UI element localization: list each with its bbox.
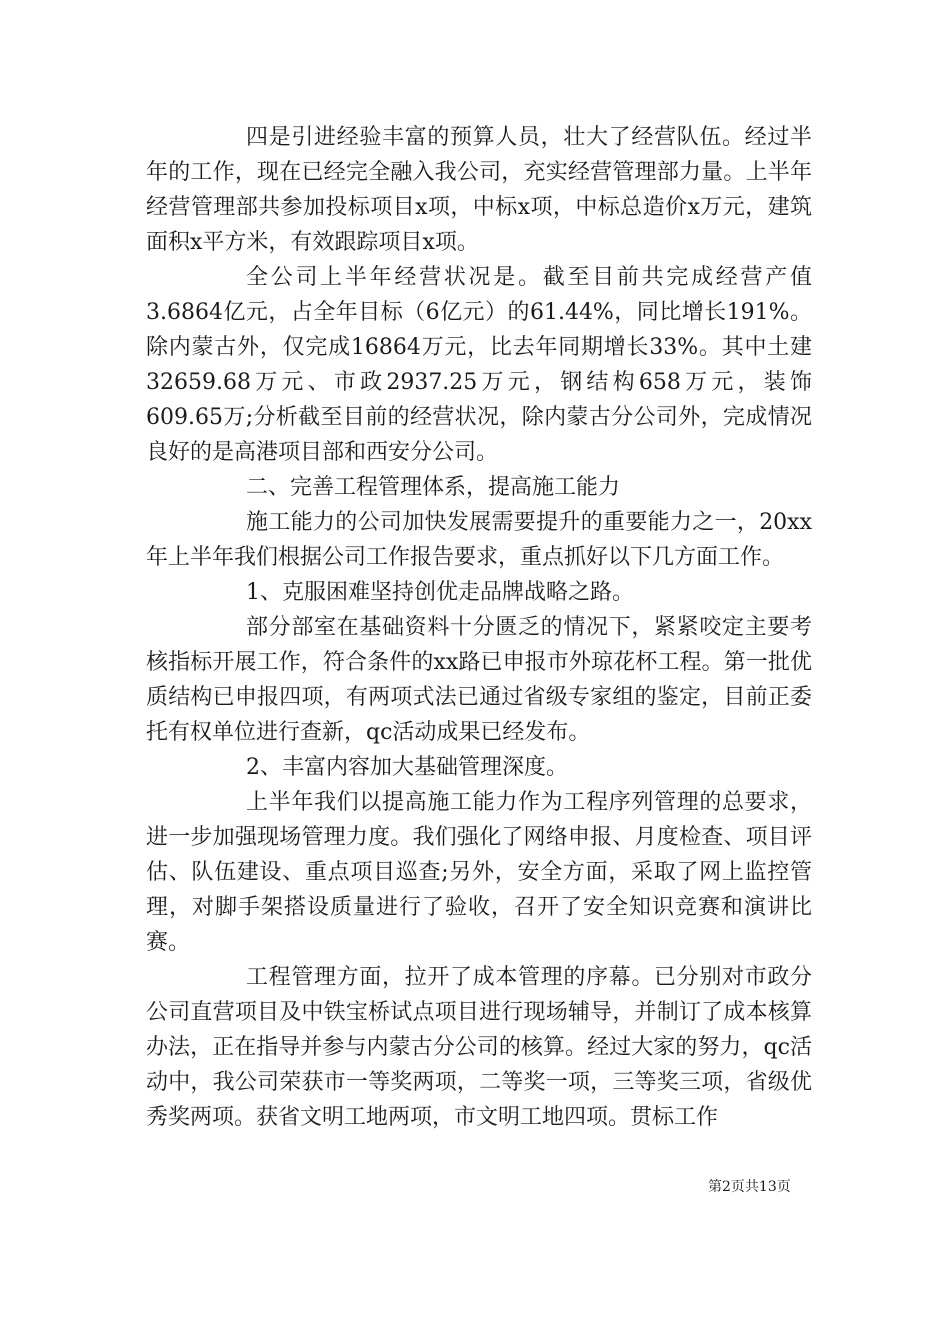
paragraph-recruit-budget-staff: 四是引进经验丰富的预算人员，壮大了经营队伍。经过半年的工作，现在已经完全融入我公司，充实经营管理部力量。上半年经营管理部共参加投标项目x项，中标x项，中标总造价x万元，建筑面积x平方米，有效跟踪项目x项。 (146, 125, 812, 255)
section-heading-engineering-management: 二、完善工程管理体系，提高施工能力 (246, 475, 621, 500)
paragraph-site-management: 上半年我们以提高施工能力作为工程序列管理的总要求，进一步加强现场管理力度。我们强化了网络申报、月度检查、项目评估、队伍建设、重点项目巡查;另外，安全方面，采取了网上监控管理，对脚手架搭设质量进行了验收，召开了安全知识竞赛和演讲比赛。 (146, 790, 812, 955)
paragraph-cost-management: 工程管理方面，拉开了成本管理的序幕。已分别对市政分公司直营项目及中铁宝桥试点项目进行现场辅导，并制订了成本核算办法，正在指导并参与内蒙古分公司的核算。经过大家的努力，qc活动中，我公司荣获市一等奖两项，二等奖一项，三等奖三项，省级优秀奖两项。获省文明工地两项，市文明工地四项。贯标工作 (146, 965, 812, 1130)
paragraph-quality-awards-application: 部分部室在基础资料十分匮乏的情况下，紧紧咬定主要考核指标开展工作，符合条件的xx路已申报市外琼花杯工程。第一批优质结构已申报四项，有两项式法已通过省级专家组的鉴定，目前正委托有权单位进行查新，qc活动成果已经发布。 (146, 615, 812, 745)
subheading-basic-management: 2、丰富内容加大基础管理深度。 (246, 755, 568, 780)
paragraph-construction-capability: 施工能力的公司加快发展需要提升的重要能力之一，20xx年上半年我们根据公司工作报告要求，重点抓好以下几方面工作。 (146, 510, 812, 570)
subheading-brand-strategy: 1、克服困难坚持创优走品牌战略之路。 (246, 580, 634, 605)
paragraph-operating-status: 全公司上半年经营状况是。截至目前共完成经营产值3.6864亿元，占全年目标（6亿元）的61.44%，同比增长191%。除内蒙古外，仅完成16864万元，比去年同期增长33%。其中土建32659.68万元、市政2937.25万元，钢结构658万元，装饰609.65万;分析截至目前的经营状况，除内蒙古分公司外，完成情况良好的是高港项目部和西安分公司。 (146, 265, 812, 465)
page-number-footer: 第2页共13页 (708, 1179, 791, 1195)
document-body (146, 120, 812, 1135)
